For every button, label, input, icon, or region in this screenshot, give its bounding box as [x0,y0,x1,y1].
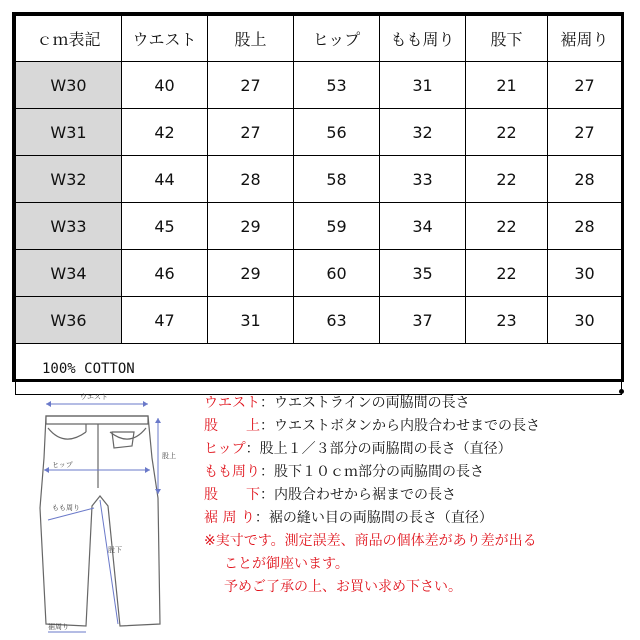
table-note-row [16,344,622,395]
value-cell: 27 [208,109,294,156]
legend-item [204,484,634,507]
value-cell: 56 [294,109,380,156]
value-cell: 31 [208,297,294,344]
value-cell: 58 [294,156,380,203]
measurement-legend [204,392,634,599]
header-cell: ウエスト [122,16,208,62]
diagram-label-rise: 股上 [162,452,176,460]
value-cell: 22 [466,250,548,297]
legend-label: もも周り [204,464,260,480]
legend-label: 裾 周 り [204,510,255,526]
legend-item [204,415,634,438]
legend-item [204,392,634,415]
value-cell: 34 [380,203,466,250]
value-cell: 28 [548,156,622,203]
value-cell: 60 [294,250,380,297]
size-cell: W32 [16,156,122,203]
disclaimer-line-2: ことが御座います。 [224,556,349,572]
value-cell: 45 [122,203,208,250]
value-cell: 63 [294,297,380,344]
size-cell: W36 [16,297,122,344]
table-row [16,62,622,109]
value-cell: 32 [380,109,466,156]
table-row [16,250,622,297]
value-cell: 22 [466,203,548,250]
legend-desc: ：裾の縫い目の両脇間の長さ（直径） [254,510,493,526]
jeans-outline [40,416,160,626]
legend-item [204,461,634,484]
legend-item [204,438,634,461]
value-cell: 46 [122,250,208,297]
value-cell: 23 [466,297,548,344]
legend-label: 股 上 [204,418,260,434]
size-cell: W33 [16,203,122,250]
header-cell: ｃｍ表記 [16,16,122,62]
size-cell: W34 [16,250,122,297]
value-cell: 44 [122,156,208,203]
size-cell: W31 [16,109,122,156]
legend-desc: ：股下１０ｃｍ部分の両脇間の長さ [260,464,484,480]
diagram-label-thigh: もも周り [52,504,80,512]
diagram-label-hem: 裾周り [48,623,69,631]
value-cell: 37 [380,297,466,344]
diagram-label-hip: ヒップ [52,461,73,469]
header-cell: 股下 [466,16,548,62]
table-header-row [16,16,622,62]
header-cell: 股上 [208,16,294,62]
size-table [15,15,622,395]
legend-desc: ：ウエストラインの両脇間の長さ [260,395,470,411]
table-row [16,297,622,344]
legend-desc: ：内股合わせから裾までの長さ [260,487,456,503]
disclaimer-line-1: ※実寸です。測定誤差、商品の個体差があり差が出る [204,533,537,549]
value-cell: 28 [208,156,294,203]
diagram-label-waist: ウエスト [80,393,108,401]
table-row [16,156,622,203]
value-cell: 53 [294,62,380,109]
value-cell: 28 [548,203,622,250]
value-cell: 47 [122,297,208,344]
value-cell: 31 [380,62,466,109]
value-cell: 22 [466,109,548,156]
legend-label: ヒップ [204,441,246,457]
jeans-diagram [8,388,190,636]
value-cell: 22 [466,156,548,203]
value-cell: 40 [122,62,208,109]
table-row [16,109,622,156]
value-cell: 29 [208,250,294,297]
value-cell: 27 [208,62,294,109]
material-note: 100% COTTON [16,344,622,395]
value-cell: 30 [548,250,622,297]
value-cell: 27 [548,109,622,156]
header-cell: ヒップ [294,16,380,62]
legend-label: 股 下 [204,487,260,503]
value-cell: 59 [294,203,380,250]
value-cell: 21 [466,62,548,109]
diagram-label-inseam: 股下 [108,546,122,554]
value-cell: 30 [548,297,622,344]
size-table-container [12,12,624,382]
header-cell: もも周り [380,16,466,62]
legend-desc: ：ウエストボタンから内股合わせまでの長さ [260,418,540,434]
legend-desc: ：股上１／３部分の両脇間の長さ（直径） [245,441,512,457]
value-cell: 29 [208,203,294,250]
value-cell: 42 [122,109,208,156]
disclaimer-line-3: 予めご了承の上、お買い求め下さい。 [224,579,462,595]
value-cell: 27 [548,62,622,109]
value-cell: 35 [380,250,466,297]
legend-label: ウエスト [204,395,260,411]
legend-item [204,507,634,530]
header-cell: 裾周り [548,16,622,62]
table-row [16,203,622,250]
value-cell: 33 [380,156,466,203]
size-cell: W30 [16,62,122,109]
